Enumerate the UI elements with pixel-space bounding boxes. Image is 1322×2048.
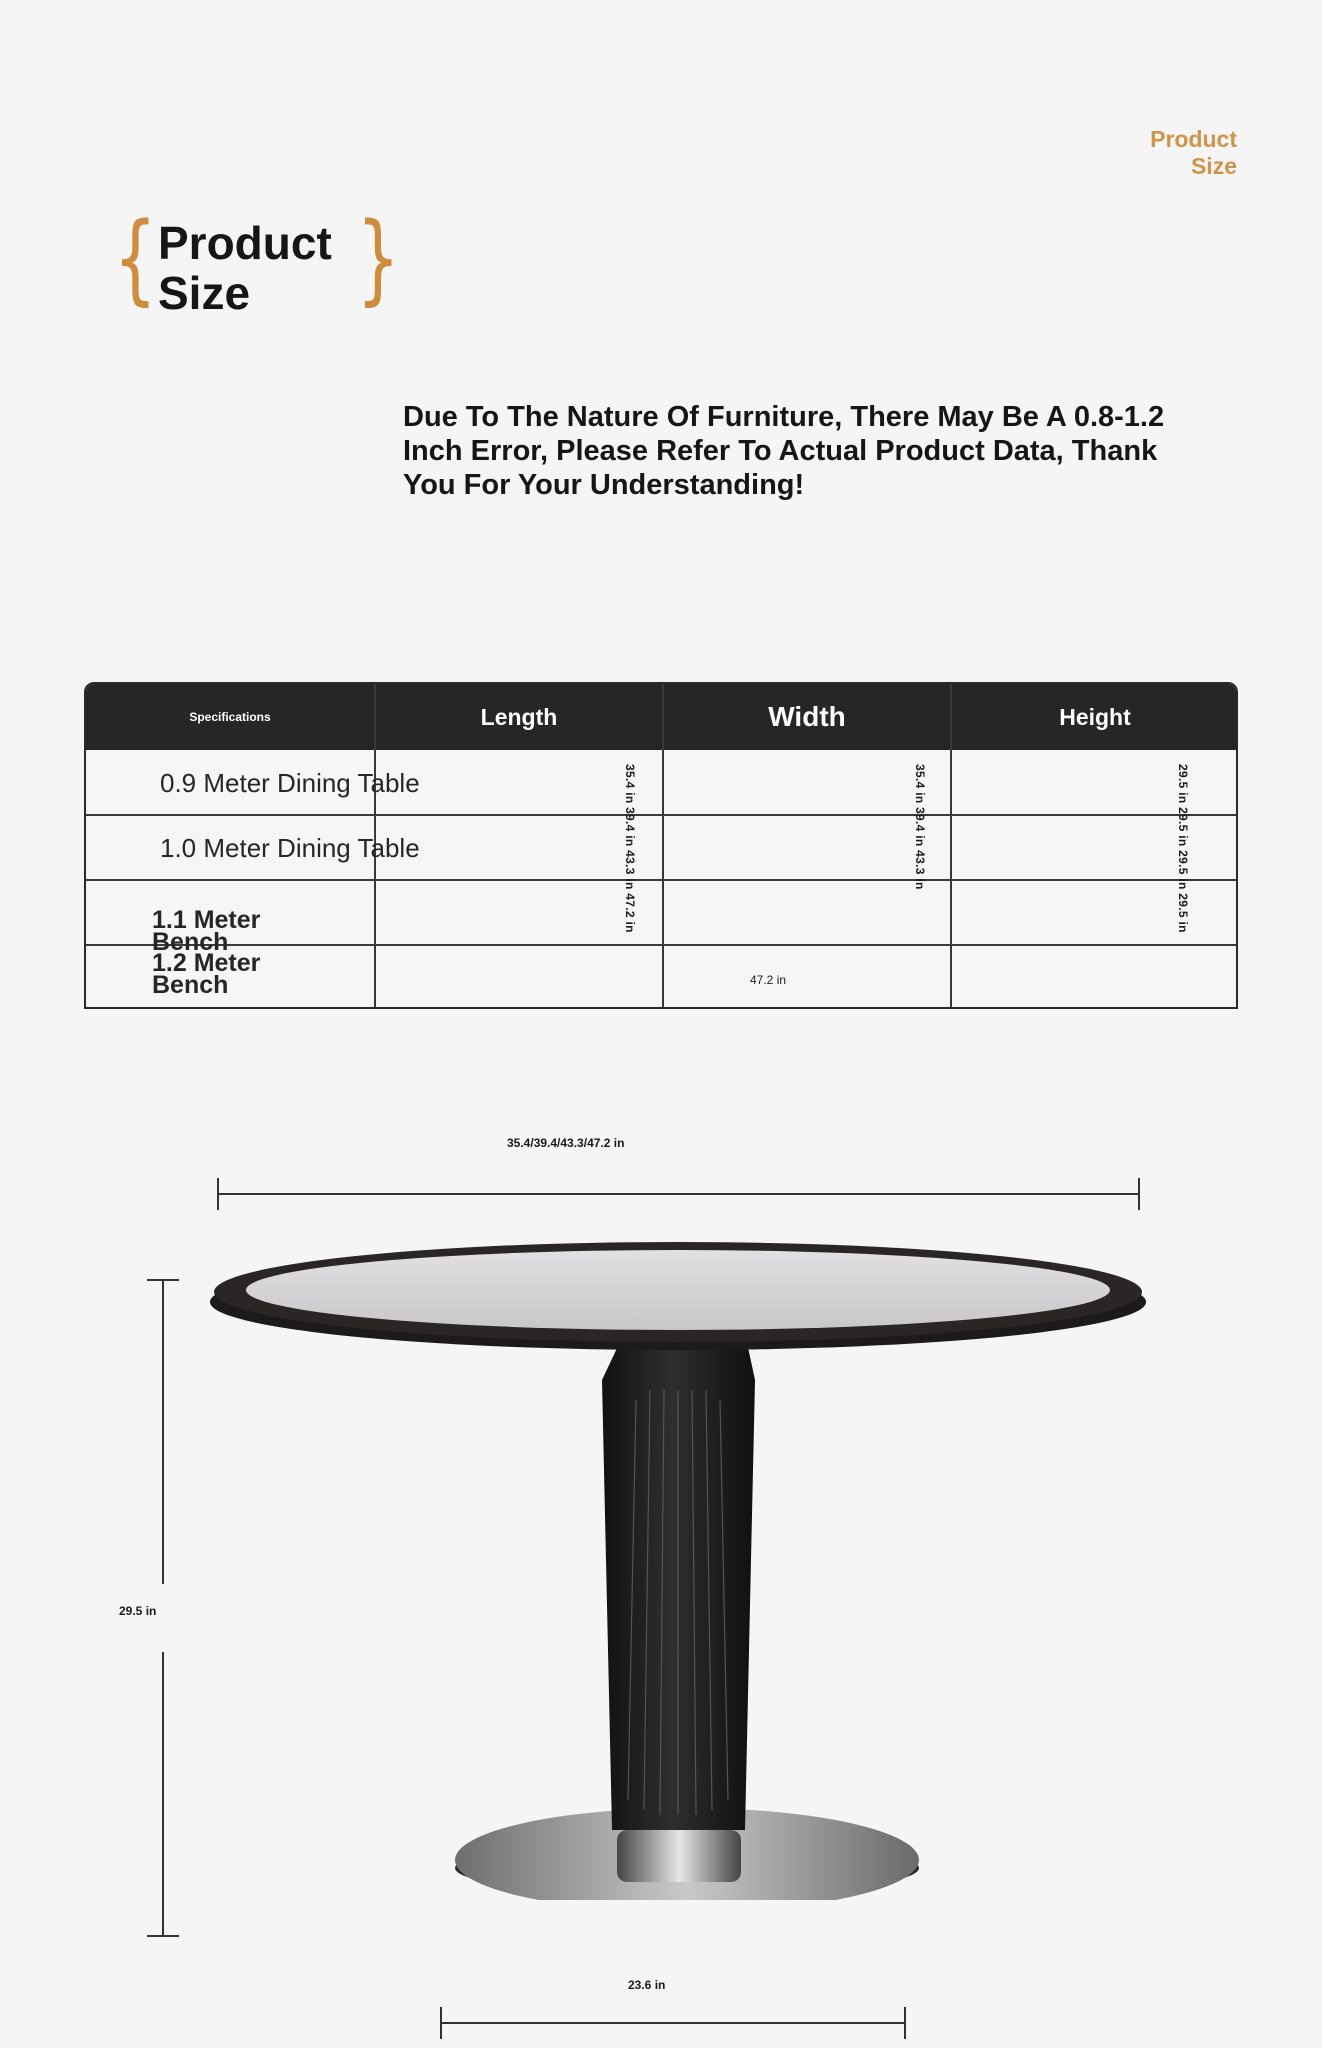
row-label-line1: 1.1 Meter (152, 906, 261, 934)
page-title-line2: Size (158, 267, 251, 319)
length-values: 35.4 in 39.4 in 43.3 in 47.2 in (623, 764, 637, 933)
dimension-tick (147, 1935, 179, 1937)
corner-title (1057, 126, 1237, 180)
height-values: 29.5 in 29.5 in 29.5 in 29.5 in (1176, 764, 1190, 933)
width-extra-value: 47.2 in (750, 973, 787, 987)
base-width-line (441, 2022, 906, 2024)
base-width-label: 23.6 in (628, 1978, 666, 1992)
table-header (86, 684, 1236, 750)
top-width-line (218, 1193, 1140, 1195)
dining-table-illustration (200, 1240, 1160, 1900)
divider (86, 814, 1236, 816)
brace-close: } (356, 202, 401, 316)
corner-title-line2: Size (1190, 153, 1237, 179)
height-line-lower (162, 1652, 164, 1936)
header-specifications: Specifications (189, 710, 271, 724)
divider (662, 684, 664, 1007)
dimension-tick (1138, 1178, 1140, 1210)
divider (86, 879, 1236, 881)
divider (950, 684, 952, 1007)
row-label-0-9-meter: 0.9 Meter Dining Table (160, 768, 420, 798)
row-label-line2: Bench (152, 928, 229, 956)
height-line-upper (162, 1280, 164, 1584)
dimension-tick (904, 2007, 906, 2039)
dimension-tick (217, 1178, 219, 1210)
error-notice: Due To The Nature Of Furniture, There May Be A 0.8-1.2 Inch Error, Please Refer To Actual Product Data, Thank You For Your Understanding! (403, 401, 1165, 501)
header-width: Width (768, 701, 846, 732)
row-label-1-0-meter: 1.0 Meter Dining Table (160, 833, 420, 863)
spec-table (84, 682, 1238, 1009)
page-title-line1: Product (158, 217, 332, 269)
header-length: Length (480, 703, 558, 730)
corner-title-line1: Product (1150, 126, 1237, 152)
row-label-line2: Bench (152, 971, 229, 999)
brace-open: { (113, 202, 158, 316)
row-label-1-1-meter (152, 906, 261, 956)
width-values: 35.4 in 39.4 in 43.3 in (913, 764, 927, 890)
dimension-tick (440, 2007, 442, 2039)
top-width-label: 35.4/39.4/43.3/47.2 in (507, 1136, 625, 1150)
row-label-1-2-meter (152, 949, 261, 999)
header-height: Height (1059, 703, 1131, 730)
page-title (158, 218, 358, 318)
row-label-line1: 1.2 Meter (152, 949, 261, 977)
height-label: 29.5 in (119, 1604, 157, 1618)
